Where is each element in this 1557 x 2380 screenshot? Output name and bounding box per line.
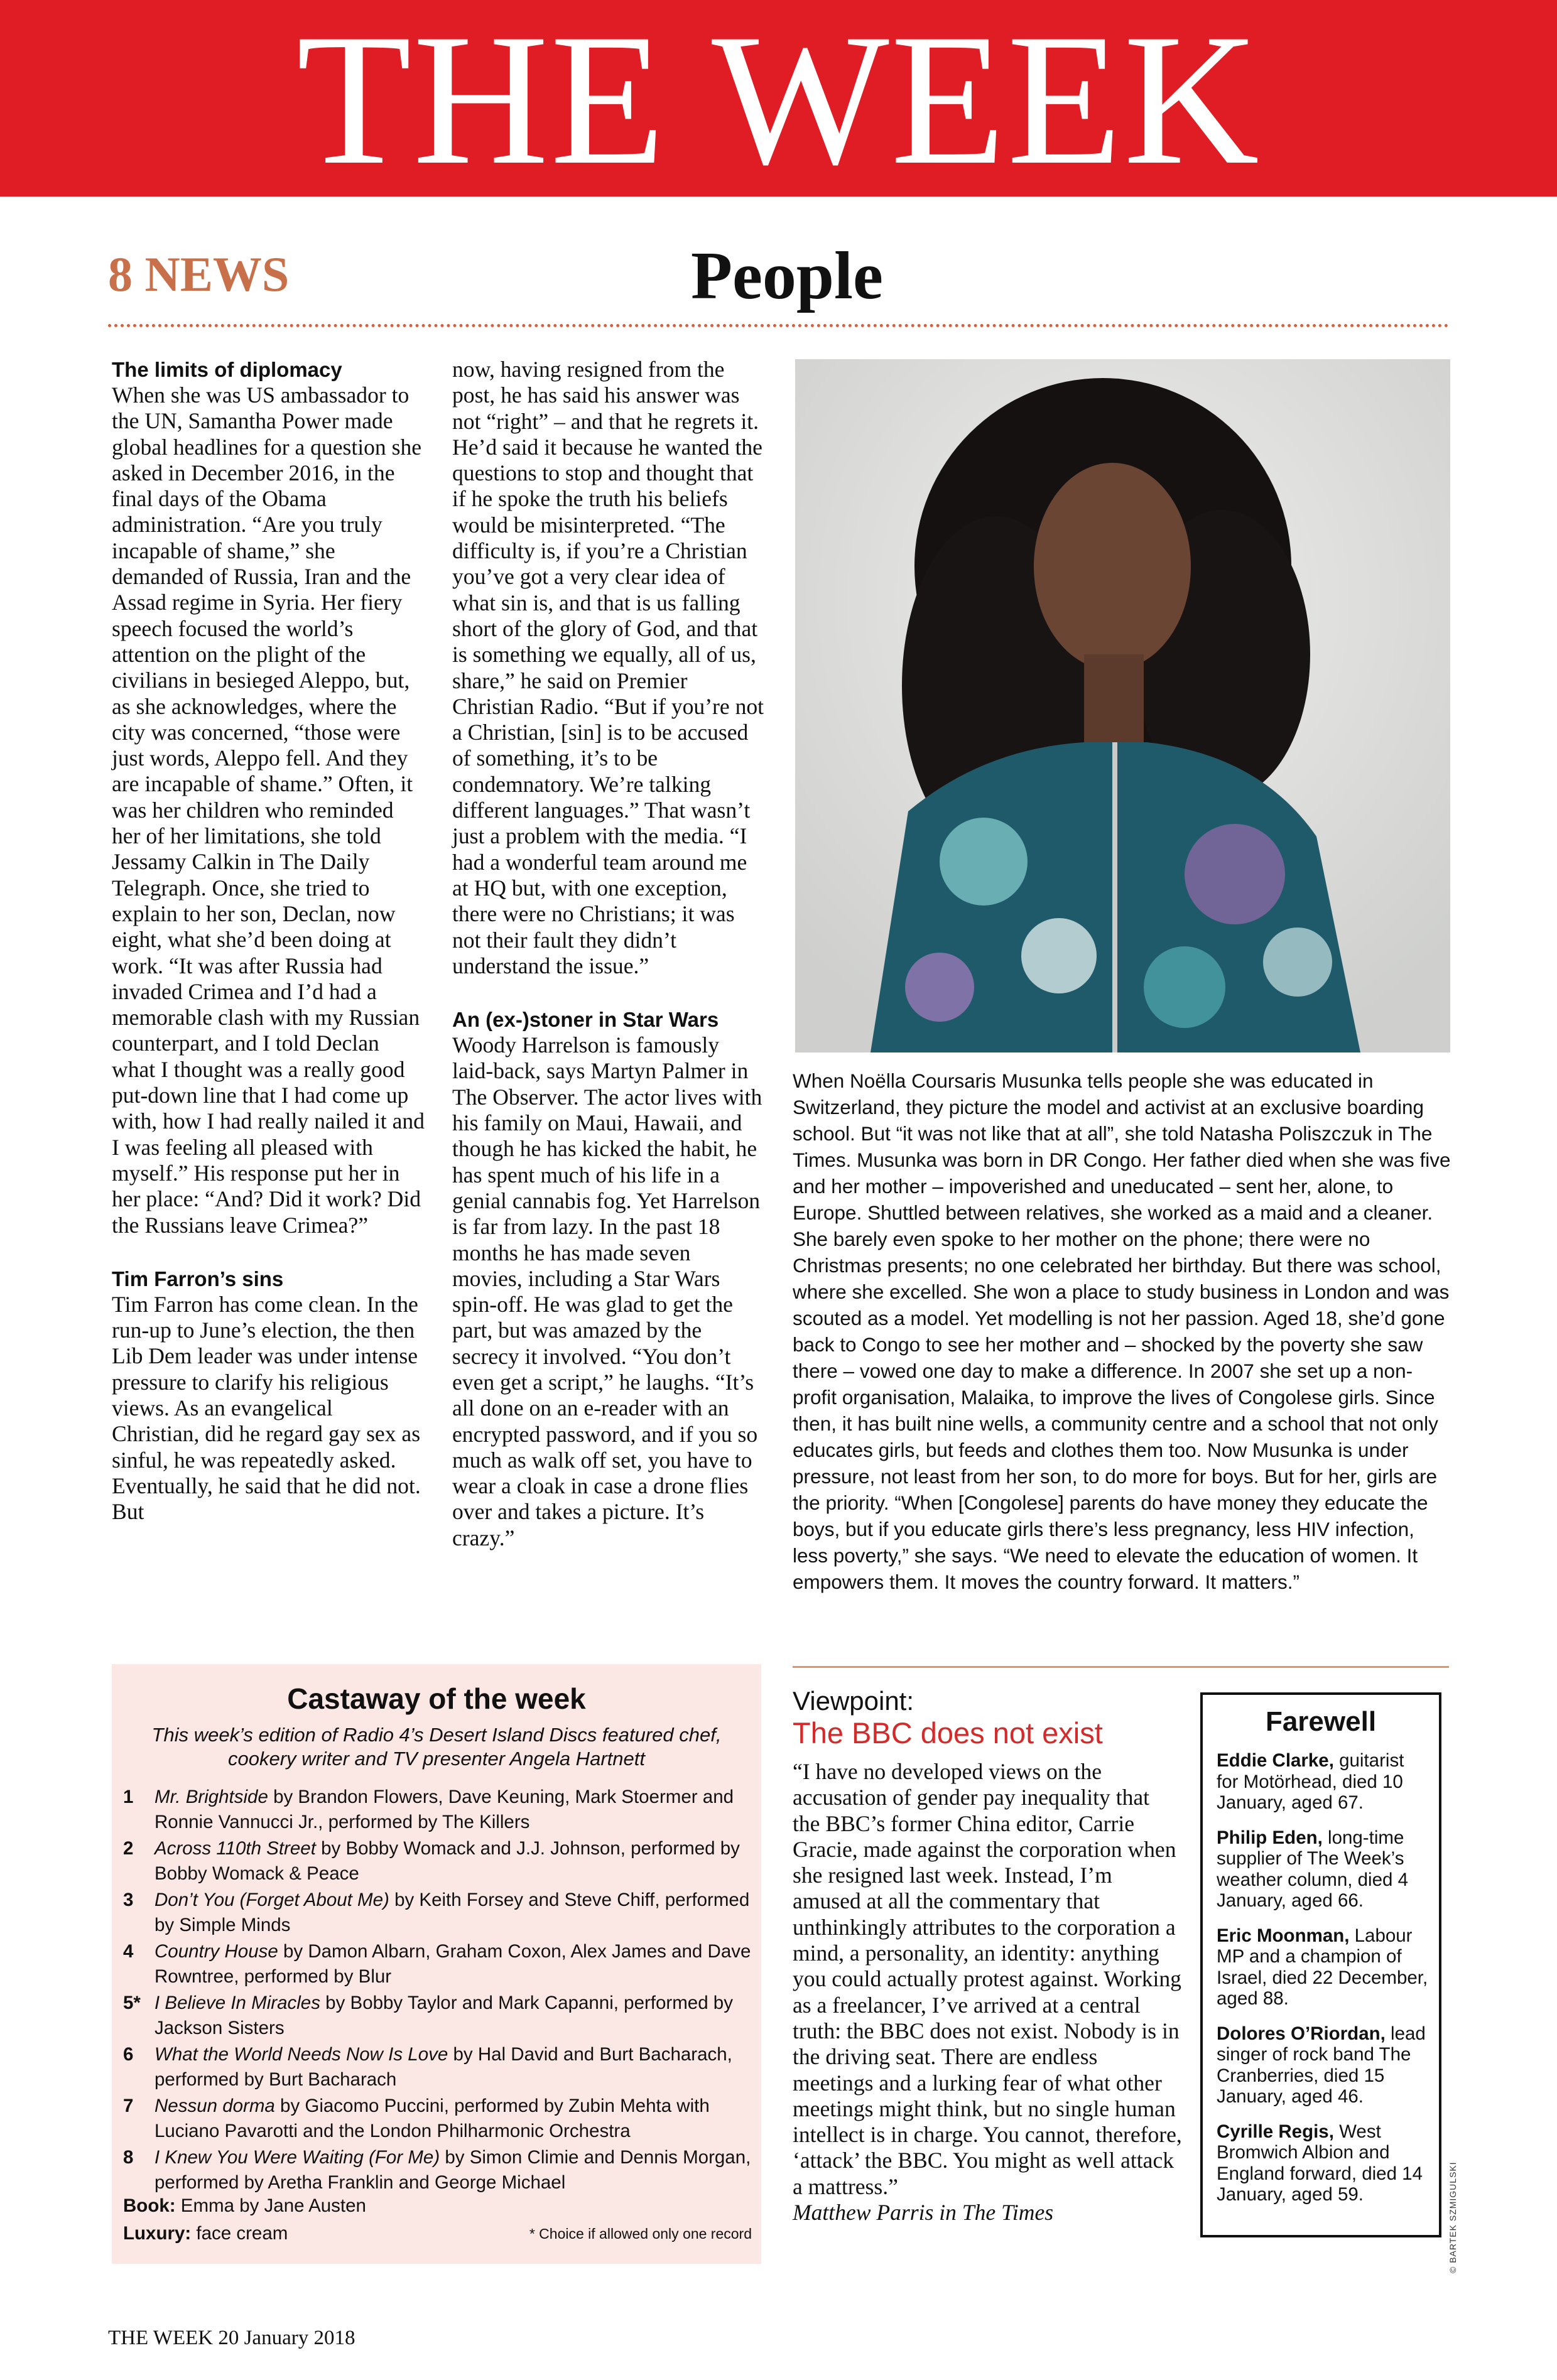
castaway-footnote: * Choice if allowed only one record [529, 2226, 752, 2242]
article-body: When she was US ambassador to the UN, Samantha Power made global headlines for a question she asked in December 2016, in the final days of the Obama administration. “Are you truly incapable of shame,” she demanded of Russia, Iran and the Assad regime in Syria. Her fiery speech focused the world’s attention on the plight of the civilians in besieged Aleppo, but, as she acknowledges, where the city was concerned, “those were just words, Aleppo fell. And they are incapable of shame.” Often, it was her children who reminded her of her limitations, she told Jessamy Calkin in The Daily Telegraph. Once, she tried to explain to her son, Declan, now eight, what she’d been doing at work. “It was after Russia had invaded Crimea and I’d had a memorable clash with my Russian counterpart, and I told Declan what I thought was a really good put-down line that I had come up with, how I had really nailed it and I was feeling all pleased with myself.” His response put her in her place: “And? Did it work? Did the Russians leave Crimea?” [112, 382, 425, 1238]
track-item [123, 2042, 751, 2092]
track-number: 1 [123, 1787, 134, 1807]
caption-text: When Noëlla Coursaris Musunka tells people she was educated in Switzerland, they picture the model and activist at an exclusive boarding school. But “it was not like that at all”, she told Natasha Poliszczuk in The Times. Musunka was born in DR Congo. Her father died when she was five and her mother – impoverished and uneducated – sent her, alone, to Europe. Shuttled between relatives, she worked as a maid and a cleaner. She barely even spoke to her mother on the phone; there were no Christmas presents; no one celebrated her birthday. But there was school, where she excelled. She won a place to study business in London and was scouted as a model. Yet modelling is not her passion. Aged 18, she’d gone back to Congo to see her mother and – shocked by the poverty she saw there – vowed one day to make a difference. In 2007 she set up a non-profit organisation, Malaika, to improve the lives of Congolese girls. Since then, it has built nine wells, a community centre and a school that not only educates girls, but feeds and clothes them too. Now Musunka is under pressure, not least from her son, to do more for boys. But for her, girls are the priority. “When [Congolese] parents do have money they educate the boys, but if you educate girls there’s less pregnancy, less HIV infection, less poverty,” she says. “We need to elevate the education of women. It empowers them. It moves the country forward. It matters.” [793, 1069, 1451, 1593]
castaway-box [112, 1664, 761, 2264]
track-number: 4 [123, 1941, 134, 1962]
farewell-name: Eric Moonman, [1217, 1925, 1350, 1946]
track-item [123, 1991, 751, 2041]
farewell-box [1200, 1692, 1441, 2237]
dotted-divider [108, 324, 1449, 327]
track-credits: by Simon Climie and Dennis Morgan, performed by Aretha Franklin and George Michael [155, 2147, 751, 2193]
viewpoint-label: Viewpoint: [793, 1686, 914, 1716]
farewell-entry [1217, 1827, 1429, 1912]
track-number: 8 [123, 2147, 134, 2168]
track-credits: by Giacomo Puccini, performed by Zubin Mehta with Luciano Pavarotti and the London Philharmonic Orchestra [155, 2096, 710, 2141]
track-title: I Knew You Were Waiting (For Me) [155, 2147, 440, 2168]
track-list [123, 1785, 751, 2197]
farewell-title: Farewell [1265, 1706, 1377, 1737]
viewpoint-title: The BBC does not exist [793, 1716, 1103, 1750]
track-title: Country House [155, 1941, 278, 1962]
farewell-text: long-time supplier of The Week’s weather column, died 4 January, aged 66. [1217, 1827, 1409, 1911]
farewell-entry [1217, 2023, 1429, 2107]
track-credits: by Bobby Taylor and Mark Capanni, performed by Jackson Sisters [155, 1993, 733, 2038]
track-number: 3 [123, 1890, 134, 1910]
track-credits: by Keith Forsey and Steve Chiff, performed by Simple Minds [155, 1890, 750, 1935]
book-value: Emma by Jane Austen [180, 2195, 366, 2216]
track-credits: by Brandon Flowers, Dave Keuning, Mark Stoermer and Ronnie Vannucci Jr., performed by The Killers [155, 1787, 734, 1832]
farewell-text: lead singer of rock band The Cranberries, died 15 January, aged 46. [1217, 2023, 1426, 2107]
masthead-title: THE WEEK [296, 0, 1261, 203]
farewell-entry [1217, 1925, 1429, 2009]
viewpoint-body: “I have no developed views on the accusation of gender pay inequality that the BBC’s former China editor, Carrie Gracie, made against the corporation when she resigned last week. Instead, I’m amused at all the commentary that unthinkingly attributes to the corporation a mind, a personality, an identity: anything you could actually protest against. Working as a freelancer, I’ve arrived at a central truth: the BBC does not exist. Nobody is in the driving seat. There are endless meetings and a lurking fear of what other meetings might think, but no single human intellect is in charge. You cannot, therefore, ‘attack’ the BBC. You might as well attack a mattress.” [793, 1759, 1182, 2199]
track-item [123, 2145, 751, 2195]
viewpoint-section [793, 1686, 1182, 2226]
farewell-name: Dolores O’Riordan, [1217, 2023, 1386, 2044]
track-title: Don’t You (Forget About Me) [155, 1890, 389, 1910]
page-footer: THE WEEK 20 January 2018 [108, 2327, 355, 2349]
article-body: Woody Harrelson is famously laid-back, says Martyn Palmer in The Observer. The actor lives with his family on Maui, Hawaii, and though he has kicked the habit, he has spent much of his life in a genial cannabis fog. Yet Harrelson is far from lazy. In the past 18 months he has made seven movies, including a Star Wars spin-off. He was glad to get the part, but was amazed by the secrecy it involved. “You don’t even get a script,” he laughs. “It’s all done on an e-reader with an encrypted password, and if you so much as walk off set, you have to wear a cloak in case a drone flies over and takes a picture. It’s crazy.” [452, 1032, 762, 1550]
article-column-1 [112, 357, 425, 1525]
track-title: Mr. Brightside [155, 1787, 268, 1807]
castaway-luxury [123, 2221, 288, 2246]
farewell-entry [1217, 2121, 1429, 2205]
track-title: I Believe In Miracles [155, 1993, 320, 2013]
photo-caption [793, 1068, 1452, 1595]
track-item [123, 1939, 751, 1989]
section-label: 8 NEWS [108, 247, 290, 301]
luxury-value: face cream [196, 2223, 288, 2244]
article-body: now, having resigned from the post, he has said his answer was not “right” – and that he regrets it. He’d said it because he wanted the questions to stop and thought that if he spoke the truth his beliefs would be misinterpreted. “The difficulty is, if you’re a Christian you’ve got a very clear idea of what sin is, and that is us falling short of the glory of God, and that is something we equally, all of us, share,” he said on Premier Christian Radio. “But if you’re not a Christian, [sin] is to be accused of something, it’s to be condemnatory. We’re talking different languages.” That wasn’t just a problem with the media. “I had a wonderful team around me at HQ but, with one exception, there were no Christians; it was not their fault they didn’t understand the issue.” [452, 357, 764, 978]
track-credits: by Damon Albarn, Graham Coxon, Alex James and Dave Rowntree, performed by Blur [155, 1941, 751, 1987]
track-number: 6 [123, 2044, 134, 2065]
page-title: People [691, 239, 883, 313]
article-body: Tim Farron has come clean. In the run-up to June’s election, the then Lib Dem leader was under intense pressure to clarify his religious views. As an evangelical Christian, did he regard gay sex as sinful, he was repeatedly asked. Eventually, he said that he did not. But [112, 1291, 421, 1525]
masthead [0, 0, 1557, 203]
farewell-name: Philip Eden, [1217, 1827, 1323, 1848]
track-title: Across 110th Street [155, 1838, 316, 1859]
track-title: Nessun dorma [155, 2096, 275, 2116]
castaway-intro: This week’s edition of Radio 4’s Desert Island Discs featured chef, cookery writer and TV presenter Angela Hartnett [151, 1724, 722, 1770]
book-label: Book: [123, 2195, 176, 2216]
castaway-title: Castaway of the week [287, 1682, 586, 1715]
track-number: 5* [123, 1993, 141, 2013]
article-heading: An (ex-)stoner in Star Wars [452, 1008, 719, 1032]
article-column-2 [452, 357, 765, 1551]
article-heading: The limits of diplomacy [112, 358, 342, 381]
farewell-text: Labour MP and a champion of Israel, died 22 December, aged 88. [1217, 1925, 1428, 2009]
track-title: What the World Needs Now Is Love [155, 2044, 448, 2065]
track-item [123, 1836, 751, 1886]
farewell-text: guitarist for Motörhead, died 10 January, aged 67. [1217, 1750, 1404, 1813]
farewell-entry [1217, 1750, 1429, 1814]
portrait-illustration [795, 359, 1450, 1052]
viewpoint-attribution: Matthew Parris in The Times [793, 2200, 1054, 2226]
track-item [123, 1785, 751, 1835]
track-number: 2 [123, 1838, 134, 1859]
luxury-label: Luxury: [123, 2223, 192, 2244]
photo-credit: © BARTEK SZMIGULSKI [1448, 2161, 1458, 2273]
portrait-photo [795, 359, 1450, 1052]
track-item [123, 1888, 751, 1938]
farewell-name: Cyrille Regis, [1217, 2121, 1334, 2142]
track-credits: by Hal David and Burt Bacharach, performed by Burt Bacharach [155, 2044, 732, 2090]
farewell-text: West Bromwich Albion and England forward, died 14 January, aged 59. [1217, 2121, 1423, 2205]
track-number: 7 [123, 2096, 134, 2116]
track-item [123, 2094, 751, 2144]
article-heading: Tim Farron’s sins [112, 1267, 284, 1290]
section-divider [793, 1666, 1449, 1668]
track-credits: by Bobby Womack and J.J. Johnson, performed by Bobby Womack & Peace [155, 1838, 740, 1884]
farewell-name: Eddie Clarke, [1217, 1750, 1334, 1771]
castaway-book [123, 2193, 366, 2219]
